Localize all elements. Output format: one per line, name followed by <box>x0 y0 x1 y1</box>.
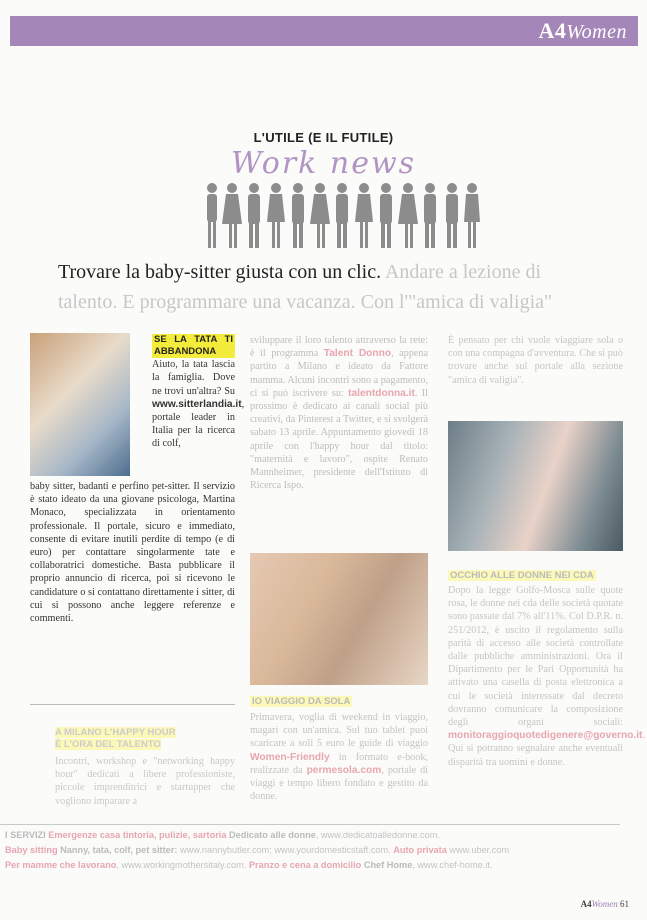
figure-5 <box>292 183 304 248</box>
figure-2 <box>222 183 242 248</box>
figure-4 <box>267 183 285 248</box>
workingmothers-link[interactable]: www.workingmothersitaly.com <box>121 860 244 870</box>
nanny-links[interactable]: www.nannybutler.com; www.yourdomesticstaff.com <box>179 845 389 855</box>
milano-body: Incontri, workshop e "networking happy hour" dedicati a libere professioniste, piccole imprenditrici e startupper che vogliono imparare a <box>55 756 235 807</box>
talent-donno-link[interactable]: Talent Donno <box>323 348 392 360</box>
section-title: Work news <box>230 146 417 181</box>
figure-11 <box>424 183 436 248</box>
figure-6 <box>310 183 330 248</box>
page-number: 61 <box>620 899 629 909</box>
valigia-body: È pensato per chi vuole viaggiare sola o con una compagna d'avventura. Che si può trovare anche sul portale alla sezione "amica di valigia". <box>448 335 623 386</box>
cda-body: Dopo la legge Golfo-Mosca sulle quote rosa, le donne nei cda delle società quotate sono passate dal 7% all'11%. Col D.P.R. n. 251/2012, è uscito il regolamento sulla parità di accesso alle società controllate dalle pubbliche amministrazioni. Ora il Dipartimento per le Pari Opportunità ha attivato una casella di posta elettronica a cui le società interessate dal decreto dovranno comunicare la composizione degli organi sociali: monitoraggioquotedigenere@governo.it. Qui si potranno segnalare anche eventuali disparità tra uomini e donne. <box>448 585 645 768</box>
dedicatoalledonne-link[interactable]: www.dedicatoalledonne.com <box>320 830 438 840</box>
figure-12 <box>446 183 458 248</box>
figure-7 <box>336 183 348 248</box>
figure-1 <box>207 183 217 248</box>
article-headline: Trovare la baby-sitter giusta con un clic. Andare a lezione di talento. E programmare una vacanza. Con l'"amica di valigia" <box>58 261 553 313</box>
monitoraggio-email-link[interactable]: monitoraggioquotedigenere@governo.it <box>448 730 643 742</box>
section-kicker: L'UTILE (E IL FUTILE) <box>253 130 394 145</box>
tata-title: SE LA TATA TI ABBANDONA <box>154 334 233 357</box>
talent-body: sviluppare il loro talento attraverso la rete: è il programma Talent Donno, appena partito a Milano e ideato da Fattore mamma. Alcuni incontri sono a pagamento, ci si può iscrivere su: talentdonna.it. Il prossimo è dedicato ai canali social più creativi, da Pinterest a Twitter, e si svolgerà sabato 13 aprile. Appuntamento giovedì 18 aprile con l'happy hour dal titolo: "maternità e lavoro", ospite Renato Mannheimer, presidente dell'Istituto di Ricerca Ispo. <box>250 335 429 492</box>
figure-8 <box>355 183 373 248</box>
permesola-link[interactable]: permesola.com <box>306 764 382 776</box>
services-divider <box>0 824 620 825</box>
women-friendly-link[interactable]: Women-Friendly <box>250 751 330 763</box>
uber-link[interactable]: www.uber.com <box>449 845 510 855</box>
figure-13 <box>464 183 480 248</box>
nanny-photo <box>30 333 130 476</box>
tata-body: baby sitter, badanti e perfino pet-sitter. Il servizio è stato ideato da una giovane psicologa, Martina Monaco, specializzata in orientamento professionale. Il portale, sicuro e immediato, consente di evitare inutili perdite di tempo (e di euro) per contattare singolarmente tate e collaboratrici domestiche. Basta pubblicare il proprio annuncio di ricerca, poi si ricevono le candidature o si contattano direttamente i sitter, di cui si possono anche leggere referenze e commenti. <box>30 481 235 625</box>
viaggio-body: Primavera, voglia di weekend in viaggio, magari con un'amica. Sul tuo tablet puoi scaricare a soli 5 euro le guide di viaggio Women-Friendly in formato e-book, realizzate da permesola.com, portale di viaggi e tempo libero fondato e gestito da donne. <box>250 712 428 803</box>
boardroom-photo <box>448 421 623 551</box>
figure-3 <box>248 183 260 248</box>
travel-friends-photo <box>250 553 428 685</box>
cda-title: OCCHIO ALLE DONNE NEI CDA <box>450 570 594 581</box>
sitterlandia-link[interactable]: www.sitterlandia.it <box>152 398 242 410</box>
column-divider <box>30 704 235 705</box>
talentdonna-link[interactable]: talentdonna.it <box>348 387 415 399</box>
services-box <box>5 828 625 873</box>
tata-intro: SE LA TATA TI ABBANDONA Aiuto, la tata lascia la famiglia. Dove ne trovi un'altra? Su www.sitterlandia.it, portale leader in Italia per la ricerca di colf, <box>152 334 245 450</box>
silhouettes-illustration <box>200 180 480 252</box>
chefhome-link[interactable]: www.chef-home.it <box>417 860 490 870</box>
figure-10 <box>398 183 418 248</box>
services-line-3: Per mamme che lavorano, www.workingmothersitaly.com. Pranzo e cena a domicilio Chef Home, www.chef-home.it. <box>5 860 493 870</box>
page-footer: A4Women 61 <box>580 899 629 909</box>
services-line-2: Baby sitting Nanny, tata, colf, pet sitter: www.nannybutler.com; www.yourdomesticstaff.com. Auto privata www.uber.com <box>5 845 510 855</box>
milano-title: A MILANO L'HAPPY HOUR È L'ORA DEL TALENTO <box>55 727 176 750</box>
brand-logo: A4Women <box>538 18 627 43</box>
services-line-1: I SERVIZI Emergenze casa tintoria, pulizie, sartoria Dedicato alle donne, www.dedicatoalledonne.com. <box>5 830 440 840</box>
viaggio-title: IO VIAGGIO DA SOLA <box>252 696 351 707</box>
figure-9 <box>380 183 392 248</box>
